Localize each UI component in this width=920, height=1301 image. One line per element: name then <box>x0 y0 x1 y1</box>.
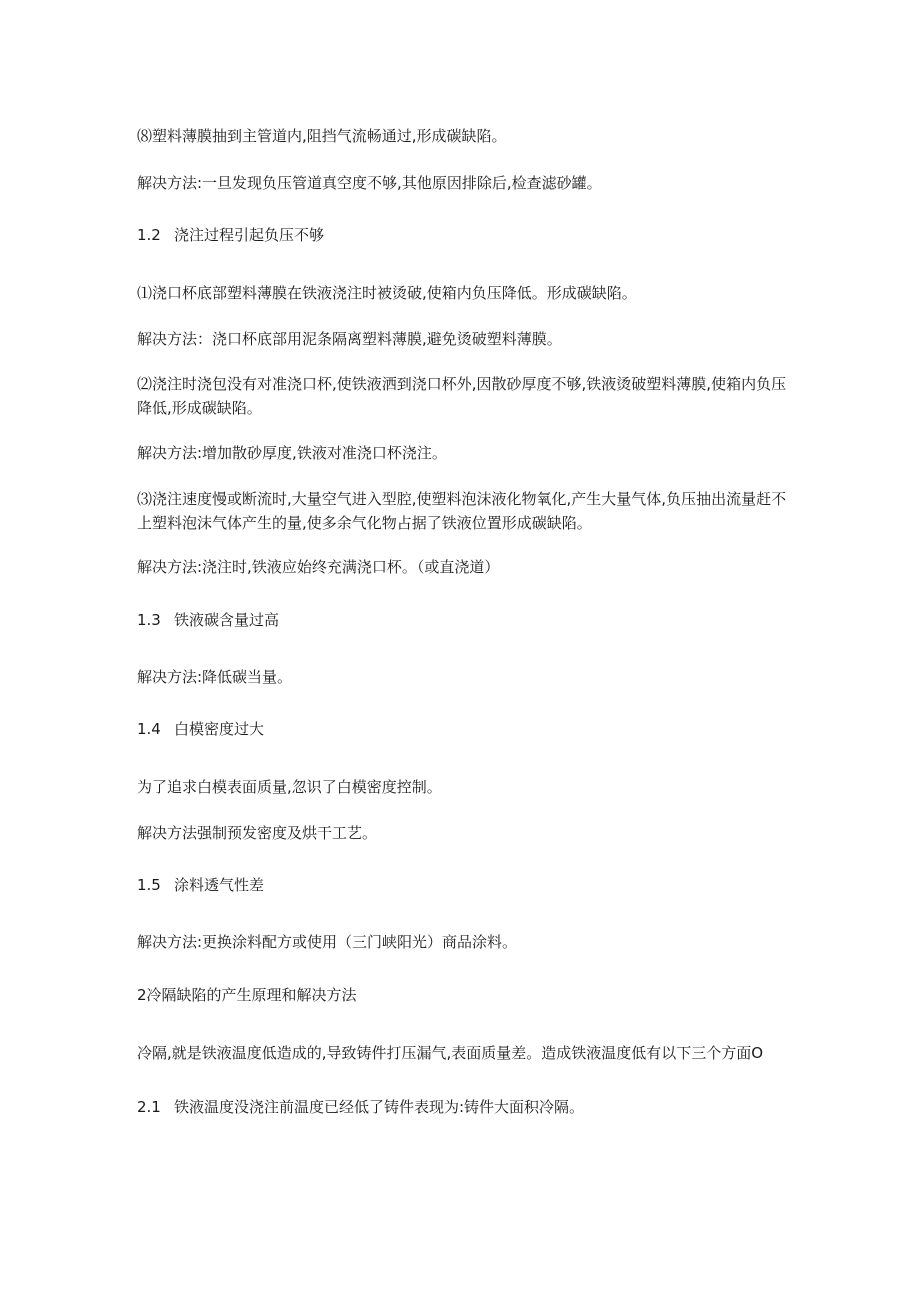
section-number: 1.3 <box>137 611 161 629</box>
paragraph-cold-shut-definition <box>137 1042 797 1064</box>
paragraph-solution-density <box>137 822 797 844</box>
section-title: 白模密度过大 <box>174 720 265 738</box>
paragraph-solution-vacuum <box>137 172 797 194</box>
section-number: 1.2 <box>137 226 161 244</box>
paragraph-text: 解决方法:增加散砂厚度,铁液对准浇口杯浇注。 <box>137 444 447 462</box>
section-title: 浇注过程引起负压不够 <box>174 226 325 244</box>
section-heading-1-5 <box>137 874 797 896</box>
paragraph-text: 解决方法:更换涂料配方或使用（三门峡阳光）商品涂料。 <box>137 933 518 951</box>
paragraph-text: ⑴浇口杯底部塑料薄膜在铁液浇注时被烫破,使箱内负压降低。形成碳缺陷。 <box>137 284 637 302</box>
section-title: 涂料透气性差 <box>174 876 265 894</box>
paragraph-white-mold-quality <box>137 776 797 798</box>
paragraph-slow-pouring <box>137 487 787 535</box>
paragraph-text: ⑵浇注时浇包没有对准浇口杯,使铁液洒到浇口杯外,因散砂厚度不够,铁液烫破塑料薄膜,使箱内负压降低,形成碳缺陷。 <box>137 375 787 417</box>
paragraph-solution-fill-cup <box>137 556 797 578</box>
paragraph-sprue-cup-film <box>137 282 797 304</box>
section-heading-2 <box>137 984 797 1006</box>
paragraph-text: ⑻塑料薄膜抽到主管道内,阻挡气流畅通过,形成碳缺陷。 <box>137 127 507 145</box>
paragraph-text: 解决方法:浇注时,铁液应始终充满浇口杯。（或直浇道） <box>137 558 500 576</box>
section-number: 2.1 <box>137 1098 161 1116</box>
paragraph-text: 为了追求白模表面质量,忽识了白模密度控制。 <box>137 778 442 796</box>
section-heading-1-2 <box>137 224 797 246</box>
section-heading-1-3 <box>137 609 797 631</box>
section-title: 铁液温度没浇注前温度已经低了铸件表现为:铸件大面积冷隔。 <box>174 1098 585 1116</box>
section-number: 1.5 <box>137 876 161 894</box>
paragraph-text: 解决方法：浇口杯底部用泥条隔离塑料薄膜,避免烫破塑料薄膜。 <box>137 330 562 348</box>
section-number: 1.4 <box>137 720 161 738</box>
paragraph-text: 解决方法:一旦发现负压管道真空度不够,其他原因排除后,检查滤砂罐。 <box>137 174 602 192</box>
paragraph-solution-carbon-equivalent <box>137 666 797 688</box>
paragraph-solution-sand-thickness <box>137 442 797 464</box>
paragraph-text: 冷隔,就是铁液温度低造成的,导致铸件打压漏气,表面质量差。造成铁液温度低有以下三个方面O <box>137 1044 764 1062</box>
section-title: 铁液碳含量过高 <box>174 611 280 629</box>
paragraph-text: ⑶浇注速度慢或断流时,大量空气进入型腔,使塑料泡沫液化物氧化,产生大量气体,负压抽出流量赶不上塑料泡沫气体产生的量,使多余气化物占据了铁液位置形成碳缺陷。 <box>137 490 787 532</box>
paragraph-ladle-misaligned <box>137 372 787 420</box>
paragraph-solution-mud-strip <box>137 328 797 350</box>
paragraph-solution-coating <box>137 931 797 953</box>
paragraph-text: 解决方法强制预发密度及烘干工艺。 <box>137 824 378 842</box>
section-heading-1-4 <box>137 718 797 740</box>
paragraph-plastic-film-main-pipe <box>137 125 797 147</box>
paragraph-text: 解决方法:降低碳当量。 <box>137 668 293 686</box>
section-heading-2-1 <box>137 1096 797 1118</box>
section-title: 2冷隔缺陷的产生原理和解决方法 <box>137 986 357 1004</box>
